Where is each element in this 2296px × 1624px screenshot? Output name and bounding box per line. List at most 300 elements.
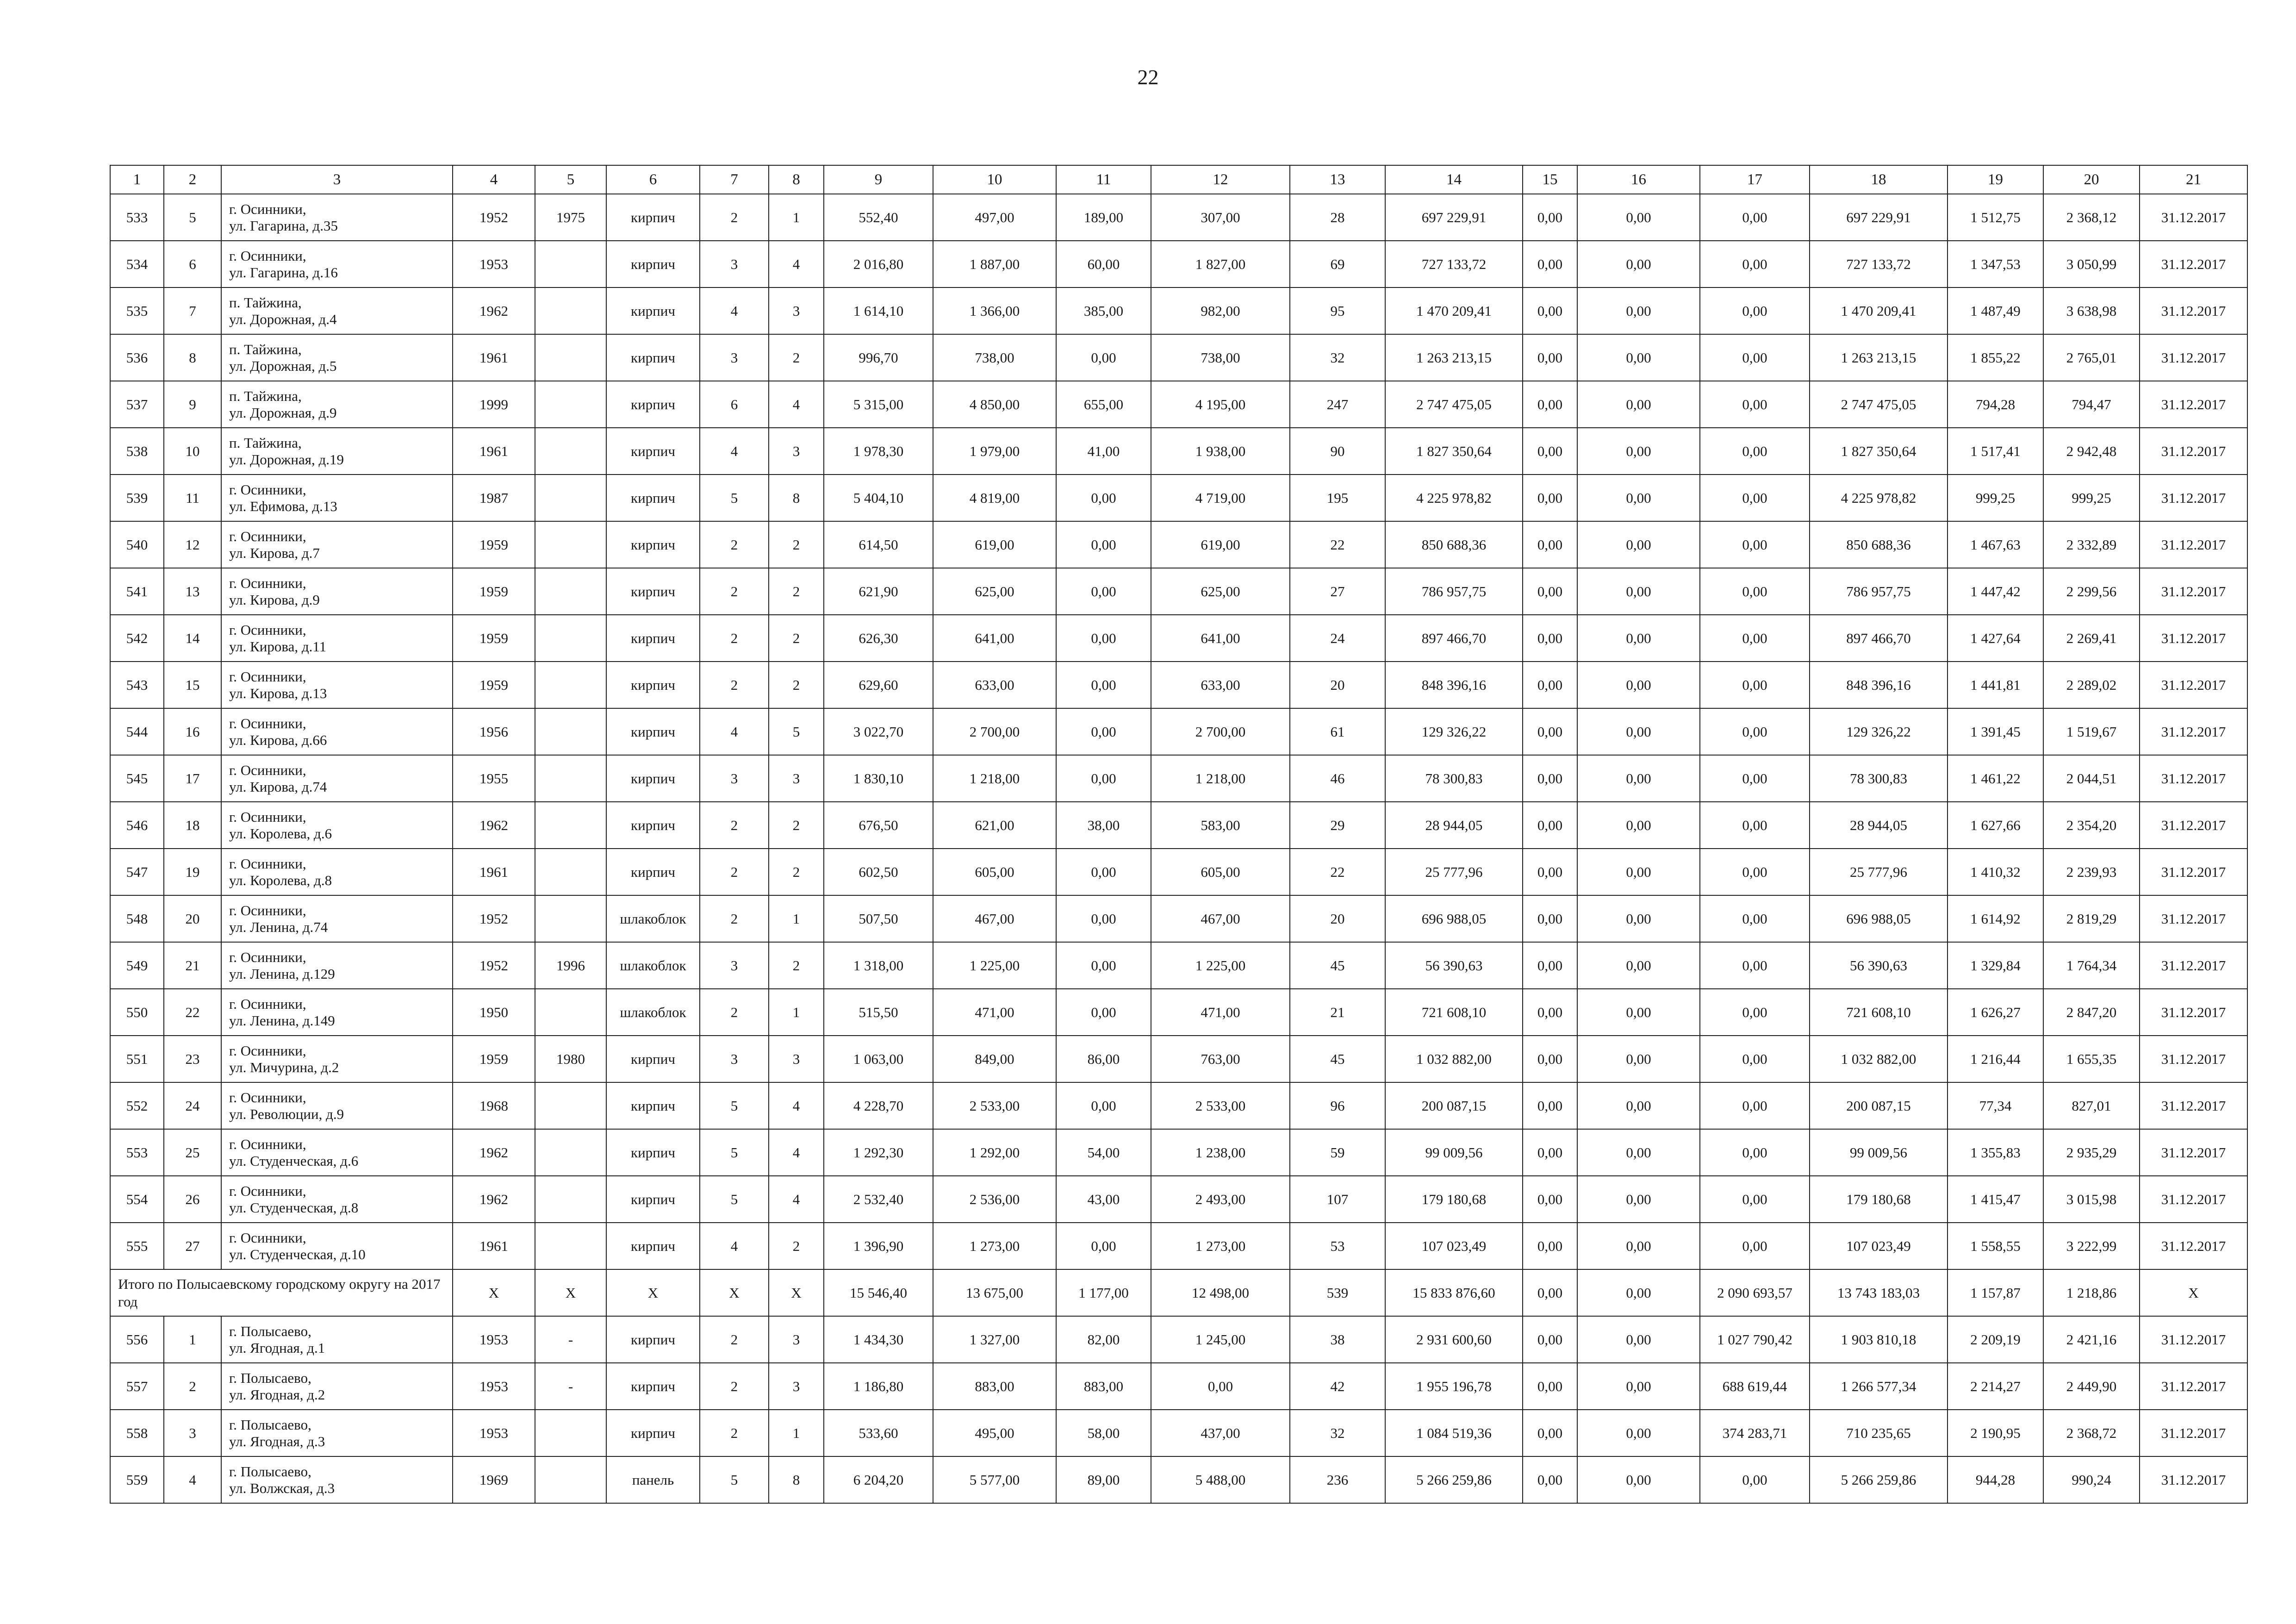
table-cell: 5 577,00 <box>933 1456 1056 1503</box>
table-cell: 2 <box>700 194 769 241</box>
table-cell: 89,00 <box>1056 1456 1151 1503</box>
table-cell: 41,00 <box>1056 428 1151 475</box>
table-cell: 129 326,22 <box>1810 708 1948 755</box>
address-cell <box>221 521 453 568</box>
table-cell: 0,00 <box>1700 1456 1810 1503</box>
table-cell: 0,00 <box>1700 942 1810 989</box>
column-number-header: 10 <box>933 165 1056 194</box>
table-cell: 1975 <box>535 194 606 241</box>
table-cell: 129 326,22 <box>1385 708 1523 755</box>
table-cell: 374 283,71 <box>1700 1410 1810 1456</box>
table-cell: 31.12.2017 <box>2140 1456 2247 1503</box>
table-cell: 996,70 <box>824 334 933 381</box>
table-cell: 0,00 <box>1577 1223 1700 1269</box>
table-cell: 495,00 <box>933 1410 1056 1456</box>
table-cell: 1 <box>769 194 824 241</box>
table-cell <box>535 802 606 849</box>
table-cell: 0,00 <box>1151 1363 1290 1410</box>
table-cell: 0,00 <box>1700 1082 1810 1129</box>
address-cell <box>221 708 453 755</box>
table-cell: 999,25 <box>2043 475 2140 521</box>
table-cell: 8 <box>769 475 824 521</box>
sub-number-cell: 19 <box>164 849 221 895</box>
table-cell: 2 <box>700 802 769 849</box>
table-cell: 727 133,72 <box>1810 241 1948 287</box>
sub-number-cell: 10 <box>164 428 221 475</box>
table-cell: 0,00 <box>1056 895 1151 942</box>
table-cell: 31.12.2017 <box>2140 287 2247 334</box>
sub-number-cell: 26 <box>164 1176 221 1223</box>
table-row <box>110 1082 2247 1129</box>
table-cell: 4 195,00 <box>1151 381 1290 428</box>
row-number-cell: 536 <box>110 334 164 381</box>
row-number-cell: 551 <box>110 1036 164 1082</box>
table-cell: 641,00 <box>1151 615 1290 662</box>
table-cell: 3 <box>769 1363 824 1410</box>
table-cell: 38 <box>1290 1316 1385 1363</box>
table-row <box>110 521 2247 568</box>
table-cell: 31.12.2017 <box>2140 568 2247 615</box>
table-row <box>110 287 2247 334</box>
table-cell: 619,00 <box>1151 521 1290 568</box>
row-number-cell: 558 <box>110 1410 164 1456</box>
table-cell: 1961 <box>453 1223 535 1269</box>
table-cell: кирпич <box>606 615 700 662</box>
table-cell: 2 <box>700 1316 769 1363</box>
table-cell: 1 887,00 <box>933 241 1056 287</box>
table-cell: 3 638,98 <box>2043 287 2140 334</box>
table-cell: 1 415,47 <box>1948 1176 2043 1223</box>
address-street: ул. Дорожная, д.9 <box>229 404 337 421</box>
table-cell: 385,00 <box>1056 287 1151 334</box>
table-cell: 2 <box>700 662 769 708</box>
table-cell: 583,00 <box>1151 802 1290 849</box>
table-cell: 1956 <box>453 708 535 755</box>
table-cell: 2 935,29 <box>2043 1129 2140 1176</box>
table-cell: 31.12.2017 <box>2140 989 2247 1036</box>
table-cell: 0,00 <box>1700 802 1810 849</box>
table-cell: 3 <box>700 942 769 989</box>
column-number-header: 12 <box>1151 165 1290 194</box>
table-cell: 3 015,98 <box>2043 1176 2140 1223</box>
table-cell: 1 626,27 <box>1948 989 2043 1036</box>
table-cell: 1959 <box>453 521 535 568</box>
address-street: ул. Кирова, д.11 <box>229 638 327 655</box>
row-number-cell: 557 <box>110 1363 164 1410</box>
address-cell <box>221 1036 453 1082</box>
table-cell: 107 023,49 <box>1385 1223 1523 1269</box>
address-cell <box>221 241 453 287</box>
table-cell: 0,00 <box>1523 1363 1577 1410</box>
table-cell: 1 434,30 <box>824 1316 933 1363</box>
table-cell: кирпич <box>606 1316 700 1363</box>
address-locality: г. Осинники, <box>229 902 306 918</box>
table-cell: 2 269,41 <box>2043 615 2140 662</box>
table-row <box>110 428 2247 475</box>
table-cell: 8 <box>769 1456 824 1503</box>
table-cell: 1 441,81 <box>1948 662 2043 708</box>
table-cell: кирпич <box>606 568 700 615</box>
address-locality: г. Осинники, <box>229 808 306 825</box>
table-cell: 20 <box>1290 662 1385 708</box>
row-number-cell: 545 <box>110 755 164 802</box>
table-cell: 0,00 <box>1523 1410 1577 1456</box>
table-cell: 31.12.2017 <box>2140 1082 2247 1129</box>
total-cell: 1 218,86 <box>2043 1269 2140 1316</box>
address-street: ул. Королева, д.6 <box>229 825 332 842</box>
table-cell <box>535 475 606 521</box>
table-cell: 38,00 <box>1056 802 1151 849</box>
table-cell: 1 327,00 <box>933 1316 1056 1363</box>
table-cell: 0,00 <box>1700 521 1810 568</box>
table-cell: 0,00 <box>1523 475 1577 521</box>
table-cell: 5 266 259,86 <box>1385 1456 1523 1503</box>
table-cell: 471,00 <box>933 989 1056 1036</box>
table-cell: 31.12.2017 <box>2140 662 2247 708</box>
table-cell: 629,60 <box>824 662 933 708</box>
table-cell: 0,00 <box>1700 241 1810 287</box>
table-cell: 2 044,51 <box>2043 755 2140 802</box>
table-cell: 3 <box>700 241 769 287</box>
table-cell: 3 050,99 <box>2043 241 2140 287</box>
table-cell: 31.12.2017 <box>2140 1223 2247 1269</box>
table-cell: 710 235,65 <box>1810 1410 1948 1456</box>
table-cell <box>535 895 606 942</box>
row-number-cell: 533 <box>110 194 164 241</box>
table-cell: 82,00 <box>1056 1316 1151 1363</box>
table-cell: 3 <box>769 1316 824 1363</box>
table-cell: 2 765,01 <box>2043 334 2140 381</box>
housing-register-table <box>110 165 2248 1504</box>
table-cell: 471,00 <box>1151 989 1290 1036</box>
table-cell: 0,00 <box>1700 895 1810 942</box>
address-locality: г. Полысаево, <box>229 1416 311 1433</box>
table-cell: 31.12.2017 <box>2140 755 2247 802</box>
table-cell: 2 847,20 <box>2043 989 2140 1036</box>
total-cell: 15 833 876,60 <box>1385 1269 1523 1316</box>
table-cell <box>535 755 606 802</box>
table-cell: 1 027 790,42 <box>1700 1316 1810 1363</box>
table-cell: 721 608,10 <box>1385 989 1523 1036</box>
table-cell: 31.12.2017 <box>2140 194 2247 241</box>
table-cell: 0,00 <box>1523 194 1577 241</box>
table-cell: 1959 <box>453 568 535 615</box>
table-cell: 1 <box>769 1410 824 1456</box>
table-cell: 738,00 <box>933 334 1056 381</box>
table-cell: 0,00 <box>1523 802 1577 849</box>
table-cell: 1 032 882,00 <box>1385 1036 1523 1082</box>
table-cell: 236 <box>1290 1456 1385 1503</box>
table-cell: 307,00 <box>1151 194 1290 241</box>
table-row <box>110 942 2247 989</box>
address-cell <box>221 802 453 849</box>
table-cell: 1953 <box>453 1363 535 1410</box>
table-cell: 78 300,83 <box>1385 755 1523 802</box>
table-cell: 0,00 <box>1523 1082 1577 1129</box>
table-cell: 0,00 <box>1056 1223 1151 1269</box>
column-number-header: 2 <box>164 165 221 194</box>
table-row <box>110 989 2247 1036</box>
address-street: ул. Кирова, д.74 <box>229 778 327 795</box>
table-cell: 4 225 978,82 <box>1810 475 1948 521</box>
table-cell: 696 988,05 <box>1810 895 1948 942</box>
table-row <box>110 1410 2247 1456</box>
table-cell: 20 <box>1290 895 1385 942</box>
table-cell: 0,00 <box>1056 521 1151 568</box>
address-locality: г. Осинники, <box>229 668 306 685</box>
table-cell: 1 032 882,00 <box>1810 1036 1948 1082</box>
table-cell: 1 903 810,18 <box>1810 1316 1948 1363</box>
table-cell: 31.12.2017 <box>2140 849 2247 895</box>
table-cell: 189,00 <box>1056 194 1151 241</box>
table-cell: 2 747 475,05 <box>1810 381 1948 428</box>
table-cell: 1 827,00 <box>1151 241 1290 287</box>
table-cell: 4 <box>769 1129 824 1176</box>
address-locality: г. Осинники, <box>229 247 306 264</box>
table-cell: 621,00 <box>933 802 1056 849</box>
table-cell: 625,00 <box>933 568 1056 615</box>
table-cell: 3 <box>700 1036 769 1082</box>
table-cell: 43,00 <box>1056 1176 1151 1223</box>
table-cell: 1 347,53 <box>1948 241 2043 287</box>
table-cell: 2 289,02 <box>2043 662 2140 708</box>
table-row <box>110 802 2247 849</box>
table-cell: 1 245,00 <box>1151 1316 1290 1363</box>
table-cell: шлакоблок <box>606 989 700 1036</box>
table-cell: 676,50 <box>824 802 933 849</box>
table-cell: 1 292,30 <box>824 1129 933 1176</box>
table-cell: шлакоблок <box>606 942 700 989</box>
total-cell: X <box>769 1269 824 1316</box>
table-cell: 1980 <box>535 1036 606 1082</box>
table-cell: 848 396,16 <box>1385 662 1523 708</box>
table-cell: 1962 <box>453 287 535 334</box>
table-cell: панель <box>606 1456 700 1503</box>
table-cell: 3 022,70 <box>824 708 933 755</box>
table-cell: 0,00 <box>1577 1410 1700 1456</box>
total-cell: X <box>606 1269 700 1316</box>
table-row <box>110 662 2247 708</box>
table-cell: 2 <box>769 334 824 381</box>
table-cell: 2 <box>769 662 824 708</box>
table-cell: 24 <box>1290 615 1385 662</box>
address-locality: г. Осинники, <box>229 1182 306 1199</box>
table-cell: 0,00 <box>1577 428 1700 475</box>
table-cell: 5 404,10 <box>824 475 933 521</box>
sub-number-cell: 13 <box>164 568 221 615</box>
sub-number-cell: 17 <box>164 755 221 802</box>
table-cell: 2 493,00 <box>1151 1176 1290 1223</box>
table-cell: 0,00 <box>1523 1223 1577 1269</box>
table-cell: 2 354,20 <box>2043 802 2140 849</box>
table-cell: 31.12.2017 <box>2140 428 2247 475</box>
address-cell <box>221 1456 453 1503</box>
table-cell: 1969 <box>453 1456 535 1503</box>
address-street: ул. Гагарина, д.16 <box>229 264 338 281</box>
table-cell: 0,00 <box>1700 1223 1810 1269</box>
total-cell: 13 675,00 <box>933 1269 1056 1316</box>
table-cell: 0,00 <box>1056 334 1151 381</box>
table-cell: 1 186,80 <box>824 1363 933 1410</box>
column-number-header: 11 <box>1056 165 1151 194</box>
address-locality: г. Осинники, <box>229 200 306 217</box>
table-cell: 0,00 <box>1700 989 1810 1036</box>
table-cell: 4 719,00 <box>1151 475 1290 521</box>
total-cell: 1 177,00 <box>1056 1269 1151 1316</box>
table-cell: 3 <box>700 334 769 381</box>
table-cell: 0,00 <box>1056 1082 1151 1129</box>
table-cell: 0,00 <box>1577 708 1700 755</box>
table-cell <box>535 708 606 755</box>
table-cell <box>535 849 606 895</box>
table-cell: - <box>535 1316 606 1363</box>
table-cell: 2 <box>700 568 769 615</box>
table-cell: 0,00 <box>1577 1176 1700 1223</box>
table-cell: 2 942,48 <box>2043 428 2140 475</box>
table-cell: 0,00 <box>1577 895 1700 942</box>
row-number-cell: 552 <box>110 1082 164 1129</box>
table-cell: кирпич <box>606 194 700 241</box>
table-cell: 0,00 <box>1523 428 1577 475</box>
table-cell: 2 819,29 <box>2043 895 2140 942</box>
table-cell: 467,00 <box>1151 895 1290 942</box>
table-cell: 29 <box>1290 802 1385 849</box>
sub-number-cell: 23 <box>164 1036 221 1082</box>
table-cell: 1 063,00 <box>824 1036 933 1082</box>
address-cell <box>221 334 453 381</box>
table-cell: 1996 <box>535 942 606 989</box>
table-cell: 2 <box>700 849 769 895</box>
table-cell: 0,00 <box>1577 802 1700 849</box>
table-cell: 1 238,00 <box>1151 1129 1290 1176</box>
table-cell: 3 <box>769 755 824 802</box>
table-cell: 0,00 <box>1577 1363 1700 1410</box>
table-cell: кирпич <box>606 849 700 895</box>
table-cell: 31.12.2017 <box>2140 708 2247 755</box>
address-cell <box>221 1363 453 1410</box>
table-cell: 2 299,56 <box>2043 568 2140 615</box>
address-cell <box>221 849 453 895</box>
table-cell: 5 266 259,86 <box>1810 1456 1948 1503</box>
table-cell: кирпич <box>606 755 700 802</box>
table-cell: 77,34 <box>1948 1082 2043 1129</box>
table-cell: 1 <box>769 989 824 1036</box>
table-cell <box>535 521 606 568</box>
address-street: ул. Кирова, д.66 <box>229 731 327 748</box>
table-cell: 0,00 <box>1577 241 1700 287</box>
table-cell: 2 209,19 <box>1948 1316 2043 1363</box>
table-cell: 1968 <box>453 1082 535 1129</box>
table-cell: кирпич <box>606 241 700 287</box>
table-cell: кирпич <box>606 1223 700 1269</box>
table-cell: 25 777,96 <box>1385 849 1523 895</box>
table-cell: 28 944,05 <box>1385 802 1523 849</box>
table-cell: 1952 <box>453 895 535 942</box>
table-cell: 1 487,49 <box>1948 287 2043 334</box>
table-cell: 0,00 <box>1577 989 1700 1036</box>
table-cell: 437,00 <box>1151 1410 1290 1456</box>
table-cell: 0,00 <box>1700 662 1810 708</box>
row-number-cell: 543 <box>110 662 164 708</box>
table-cell: 2 421,16 <box>2043 1316 2140 1363</box>
table-cell: кирпич <box>606 334 700 381</box>
address-cell <box>221 287 453 334</box>
column-number-header: 6 <box>606 165 700 194</box>
sub-number-cell: 15 <box>164 662 221 708</box>
table-cell: 1953 <box>453 241 535 287</box>
address-street: ул. Дорожная, д.19 <box>229 451 344 468</box>
table-cell: 59 <box>1290 1129 1385 1176</box>
sub-number-cell: 9 <box>164 381 221 428</box>
table-cell: 0,00 <box>1577 1036 1700 1082</box>
table-cell: 31.12.2017 <box>2140 1410 2247 1456</box>
table-cell: 0,00 <box>1577 475 1700 521</box>
table-cell: 696 988,05 <box>1385 895 1523 942</box>
table-cell: 1 938,00 <box>1151 428 1290 475</box>
table-cell: 95 <box>1290 287 1385 334</box>
table-cell: 1953 <box>453 1410 535 1456</box>
table-row <box>110 568 2247 615</box>
column-number-header: 7 <box>700 165 769 194</box>
table-cell: 0,00 <box>1056 989 1151 1036</box>
sub-number-cell: 7 <box>164 287 221 334</box>
table-cell: 4 <box>700 1223 769 1269</box>
table-cell: 78 300,83 <box>1810 755 1948 802</box>
table-cell: 2 190,95 <box>1948 1410 2043 1456</box>
column-number-header-row <box>110 165 2247 194</box>
table-cell: 688 619,44 <box>1700 1363 1810 1410</box>
table-cell: 1999 <box>453 381 535 428</box>
row-number-cell: 541 <box>110 568 164 615</box>
table-cell: 3 <box>769 287 824 334</box>
table-cell: шлакоблок <box>606 895 700 942</box>
table-cell: 1 764,34 <box>2043 942 2140 989</box>
table-cell: 22 <box>1290 521 1385 568</box>
table-cell: 0,00 <box>1700 334 1810 381</box>
sub-number-cell: 3 <box>164 1410 221 1456</box>
table-cell: 21 <box>1290 989 1385 1036</box>
table-row <box>110 895 2247 942</box>
table-cell: 850 688,36 <box>1810 521 1948 568</box>
table-cell: 0,00 <box>1700 475 1810 521</box>
table-cell: 1955 <box>453 755 535 802</box>
table-cell: 0,00 <box>1523 287 1577 334</box>
table-cell: 2 700,00 <box>1151 708 1290 755</box>
column-number-header: 4 <box>453 165 535 194</box>
table-cell: 0,00 <box>1577 1316 1700 1363</box>
table-cell: 0,00 <box>1700 1129 1810 1176</box>
address-cell <box>221 1129 453 1176</box>
table-cell: кирпич <box>606 287 700 334</box>
table-cell: 2 <box>700 521 769 568</box>
address-locality: г. Осинники, <box>229 949 306 965</box>
table-cell: 4 <box>769 1082 824 1129</box>
table-cell: 0,00 <box>1523 849 1577 895</box>
address-locality: г. Осинники, <box>229 1042 306 1059</box>
table-cell: 42 <box>1290 1363 1385 1410</box>
table-cell: 32 <box>1290 1410 1385 1456</box>
table-cell: 2 533,00 <box>933 1082 1056 1129</box>
row-number-cell: 544 <box>110 708 164 755</box>
table-cell: 2 332,89 <box>2043 521 2140 568</box>
table-cell: 0,00 <box>1523 989 1577 1036</box>
column-number-header: 16 <box>1577 165 1700 194</box>
total-cell: 1 157,87 <box>1948 1269 2043 1316</box>
table-cell: 1 263 213,15 <box>1810 334 1948 381</box>
total-cell: 12 498,00 <box>1151 1269 1290 1316</box>
table-cell: 4 <box>700 428 769 475</box>
table-cell: 2 <box>700 895 769 942</box>
